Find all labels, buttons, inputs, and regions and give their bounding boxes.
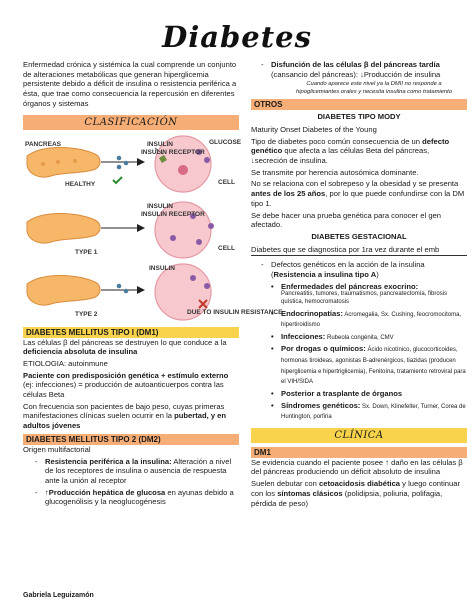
list-item: • Por drogas o químicos: Ácido nicotínico, glucocorticoides, hormonas tiroideas, agonistas B-adrenérgicos, tiazidas (producen hiperglicemia e hipertriglicemia), Fenitoína, tratamiento retroviral para el VIH/SIDA [271,344,467,386]
author-footer: Gabriela Leguizamón [23,592,94,599]
list-item: • Endocrinopatías: Acromegalia, Sx. Cushing, feocromocitoma, hipertiroidismo [271,309,467,330]
otros-header: OTROS [251,99,467,110]
disfuncion-list [251,60,467,79]
type2-row [27,264,283,320]
dm1-clinica-header: DM1 [251,447,467,458]
list-item: - Defectos genéticos en la acción de la insulina (Resistencia a insulina tipo A) [261,260,467,279]
insulin-label: INSULIN [147,140,173,148]
causes-list [251,282,467,422]
clasificacion-header [23,115,239,130]
pancreas-label: PANCREAS [25,140,61,148]
dm1-etiologia: ETIOLOGIA: autoinmune [23,358,108,368]
type1-label: TYPE 1 [75,248,98,256]
insulin-label-2: INSULIN [147,202,173,210]
dm2-origin: Origen multifactorial [23,444,91,454]
list-item: - ↑Producción hepática de glucosa en ayunas debido a glucogenólisis y la neoglucogénesis [35,488,239,507]
mody-title: DIABETES TIPO MODY [317,112,401,122]
intro-paragraph: Enfermedad crónica y sistémica la cual comprende un conjunto de alteraciones metabólicas que generan hiperglicemia persistente debido a déficit de insulina o resistencia periférica a ésta, que trae como consecuencia la repercusión en diferentes órganos y sistemas [23,60,237,108]
clinica-label: CLÍNICA [334,429,384,441]
cell-label: CELL [218,178,235,186]
insulin-receptor-label-2: INSULIN RECEPTOR [141,210,205,218]
classification-diagram [23,134,283,324]
dm1-frecuencia: Con frecuencia son pacientes de bajo peso, cuyas primeras manifestaciones clínicas suelen ocurrir en la pubertad, y en adultos jóvenes [23,401,227,431]
insulin-receptor-label: INSULIN RECEPTOR [141,148,205,156]
insulin-label-3: INSULIN [149,264,175,272]
mody-p4: No se relaciona con el sobrepeso y la obesidad y se presenta antes de los 25 años, por lo que puede confundirse con la DM tipo 1. [251,179,465,208]
healthy-label: HEALTHY [65,180,96,188]
list-item: - Disfunción de las células β del páncreas tardía (cansancio del páncreas): ↓Producción de insulina [261,60,467,79]
page-title: Diabetes [162,20,312,54]
clinica-header [251,428,467,443]
mody-p3: Se transmite por herencia autosómica dominante. [251,167,419,177]
gestacional-title: DIABETES GESTACIONAL [311,231,407,241]
gestacional-line: Diabetes que se diagnostica por 1ra vez durante el emb [251,245,467,257]
otros-tipos-list [251,260,467,279]
dm1-predisposicion: Paciente con predisposición genética + estímulo externo (ej: infecciones) = producción de autoanticuerpos contra las células Beta [23,370,229,400]
list-item: - Resistencia periférica a la insulina: Alteración a nivel de los receptores de insulina o ausencia de respuesta ante la unión al receptor [35,457,239,486]
dm1-line1: Las células β del páncreas se destruyen lo que conduce a la deficiencia absoluta de insulina [23,337,227,357]
dm2-list [23,457,239,508]
healthy-row [25,136,242,192]
mody-p2: Tipo de diabetes poco común consecuencia de un defecto genético que afecta a las células Beta del páncreas, ↓secreción de insulina. [251,136,450,166]
mody-p5: Se debe hacer una prueba genética para conocer el gen afectado. [251,210,441,230]
cell-label-2: CELL [218,244,235,252]
treatment-note: Cuando aparece este nivel ya la DMII no responde a hipoglicemiantes orales y necesita insulina como tratamiento [296,81,452,95]
list-item: • Posterior a trasplante de órganos [271,389,467,399]
diabetes-types-illustration [23,134,283,324]
clinica-p2: Suelen debutar con cetoacidosis diabética y luego continuar con los síntomas clásicos (polidipsia, poliuria, polifagia, pérdida de peso) [251,479,461,508]
type2-label: TYPE 2 [75,310,98,318]
mody-p1: Maturity Onset Diabetes of the Young [251,124,377,134]
clinica-p1: Se evidencia cuando el paciente posee ↑ daño en las células β del páncreas produciendo un déficit absoluto de insulina [251,457,463,477]
dm2-header: DIABETES MELLITUS TIPO 2 (DM2) [23,434,239,445]
insulin-resistance-label: DUE TO INSULIN RESISTANCE [187,308,283,316]
type1-row [27,202,235,258]
right-column [251,60,467,510]
glucose-label: GLUCOSE [209,138,242,146]
dm1-header: DIABETES MELLITUS TIPO I (DM1) [23,327,239,338]
list-item: • Infecciones: Rubeola congénita, CMV [271,332,467,343]
list-item: • Enfermedades del páncreas exocrino: Pancreatitis, tumores, traumatismos, pancreatectomía, fibrosis quística, hemocromatosis [271,282,467,307]
list-item: • Síndromes genéticos: Sx. Down, Klinefelter, Turner, Corea de Huntington, porfiria [271,401,467,422]
clasificacion-label: CLASIFICACIÓN [84,116,178,128]
